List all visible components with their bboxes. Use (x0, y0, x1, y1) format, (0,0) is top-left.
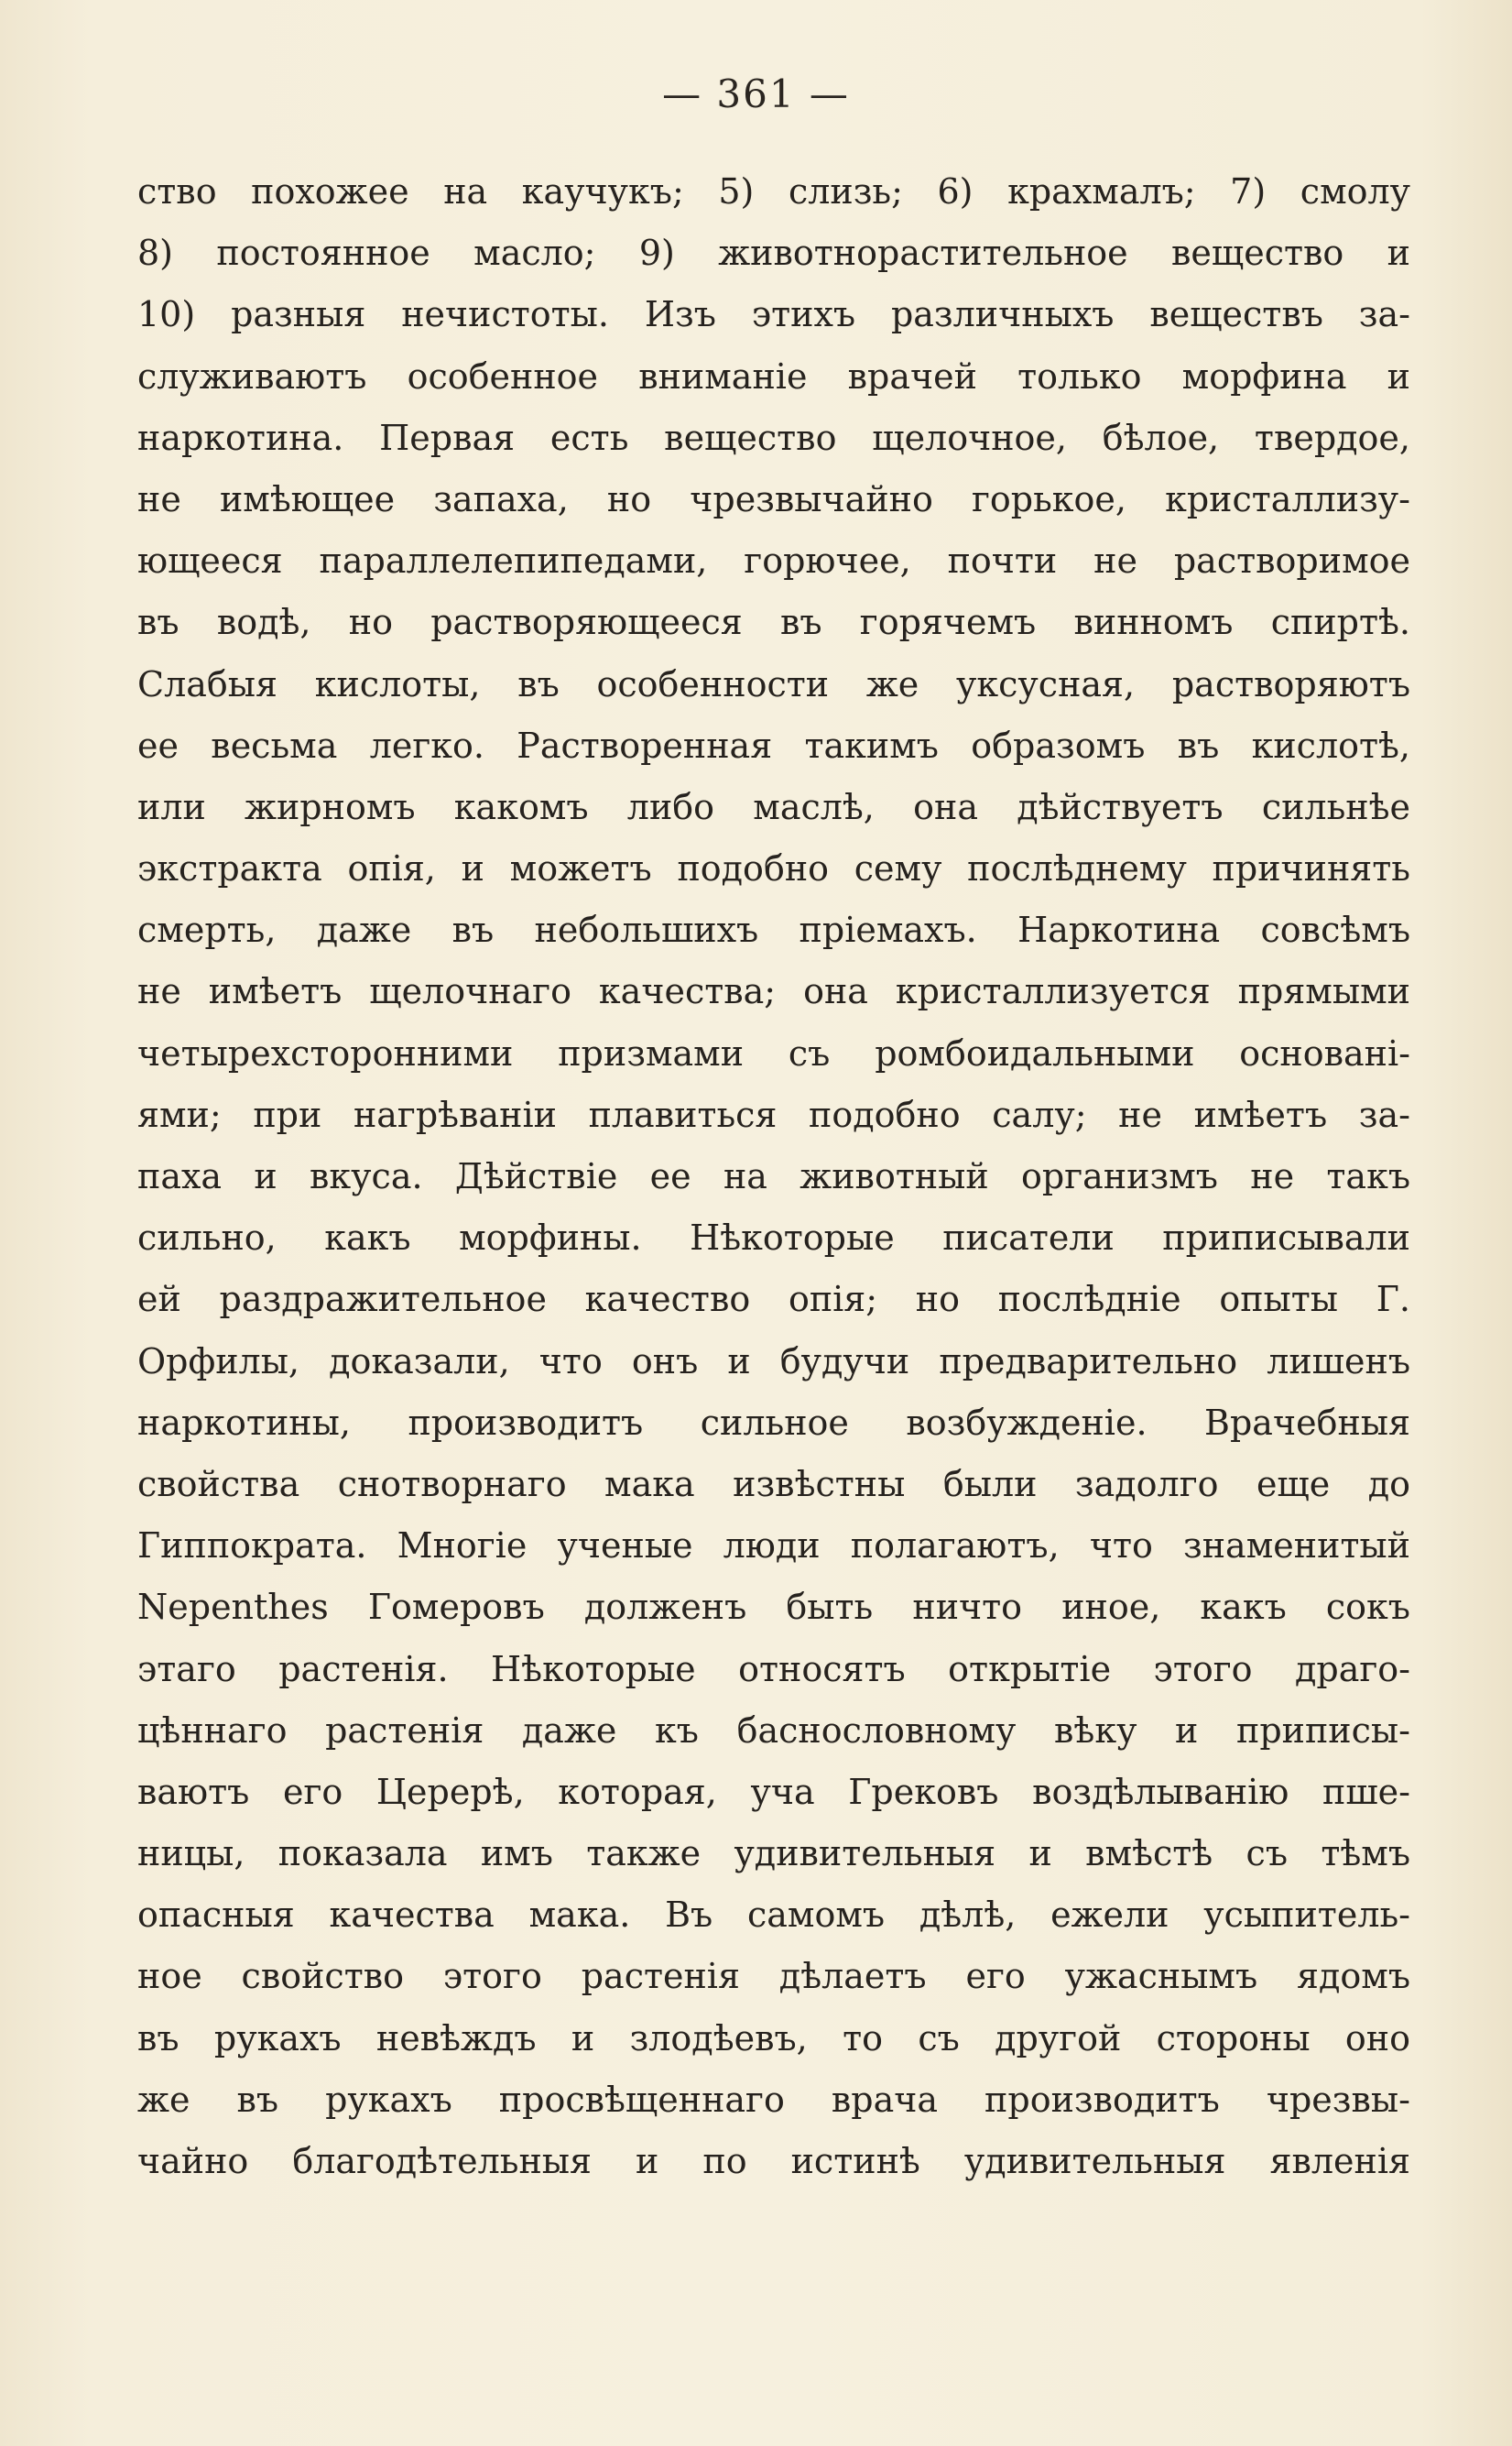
text-line: ное свойство этого растенія дѣлаетъ его ужаснымъ ядомъ (137, 1956, 1410, 1997)
text-line: 8) постоянное масло; 9) животнорастительное вещество и (137, 233, 1410, 274)
text-line: этаго растенія. Нѣкоторые относятъ открытіе этого драго- (137, 1648, 1410, 1689)
text-line: экстракта опія, и можетъ подобно сему послѣднему причинять (137, 848, 1410, 890)
text-line: служиваютъ особенное вниманіе врачей только морфина и (137, 355, 1410, 397)
text-line: ями; при нагрѣваніи плавиться подобно салу; не имѣетъ за- (137, 1094, 1410, 1135)
text-line: ей раздражительное качество опія; но послѣдніе опыты Г. (137, 1279, 1410, 1320)
text-line: наркотины, производитъ сильное возбужденіе. Врачебныя (137, 1402, 1410, 1443)
text-line: Орфилы, доказали, что онъ и будучи предварительно лишенъ (137, 1340, 1410, 1381)
text-line: Слабыя кислоты, въ особенности же уксусная, растворяютъ (137, 663, 1410, 704)
text-line: опасныя качества мака. Въ самомъ дѣлѣ, ежели усыпитель- (137, 1895, 1410, 1936)
text-line: или жирномъ какомъ либо маслѣ, она дѣйствуетъ сильнѣе (137, 786, 1410, 827)
text-line: Гиппократа. Многіе ученые люди полагаютъ, что знаменитый (137, 1525, 1410, 1567)
text-line: не имѣетъ щелочнаго качества; она кристаллизуется прямыми (137, 971, 1410, 1012)
text-line: не имѣющее запаха, но чрезвычайно горькое, кристаллизу- (137, 478, 1410, 519)
text-line: ство похожее на каучукъ; 5) слизь; 6) крахмалъ; 7) смолу (137, 171, 1410, 212)
text-line: смерть, даже въ небольшихъ пріемахъ. Наркотина совсѣмъ (137, 910, 1410, 951)
text-line: свойства снотворнаго мака извѣстны были задолго еще до (137, 1463, 1410, 1504)
text-line: въ водѣ, но растворяющееся въ горячемъ винномъ спиртѣ. (137, 602, 1410, 643)
text-line: ваютъ его Церерѣ, которая, уча Грековъ воздѣлыванію пше- (137, 1771, 1410, 1812)
text-line: въ рукахъ невѣждъ и злодѣевъ, то съ другой стороны оно (137, 2017, 1410, 2058)
text-line: паха и вкуса. Дѣйствіе ее на животный организмъ не такъ (137, 1156, 1410, 1196)
text-line: ницы, показала имъ также удивительныя и вмѣстѣ съ тѣмъ (137, 1833, 1410, 1874)
text-line: Nepenthes Гомеровъ долженъ быть ничто иное, какъ сокъ (137, 1587, 1410, 1628)
text-line: же въ рукахъ просвѣщеннаго врача производитъ чрезвы- (137, 2079, 1410, 2120)
text-line: 10) разныя нечистоты. Изъ этихъ различныхъ веществъ за- (137, 294, 1410, 335)
text-line: сильно, какъ морфины. Нѣкоторые писатели приписывали (137, 1218, 1410, 1259)
text-line: ее весьма легко. Растворенная такимъ образомъ въ кислотѣ, (137, 725, 1410, 766)
text-line: чайно благодѣтельныя и по истинѣ удивительныя явленія (137, 2141, 1410, 2181)
page-number: — 361 — (662, 71, 850, 116)
text-line: наркотина. Первая есть вещество щелочное, бѣлое, твердое, (137, 417, 1410, 458)
text-line: ющееся параллелепипедами, горючее, почти не растворимое (137, 541, 1410, 582)
text-line: цѣннаго растенія даже къ баснословному вѣку и приписы- (137, 1709, 1410, 1751)
text-line: четырехсторонними призмами съ ромбоидальными основані- (137, 1032, 1410, 1074)
body-text (137, 161, 1410, 2192)
